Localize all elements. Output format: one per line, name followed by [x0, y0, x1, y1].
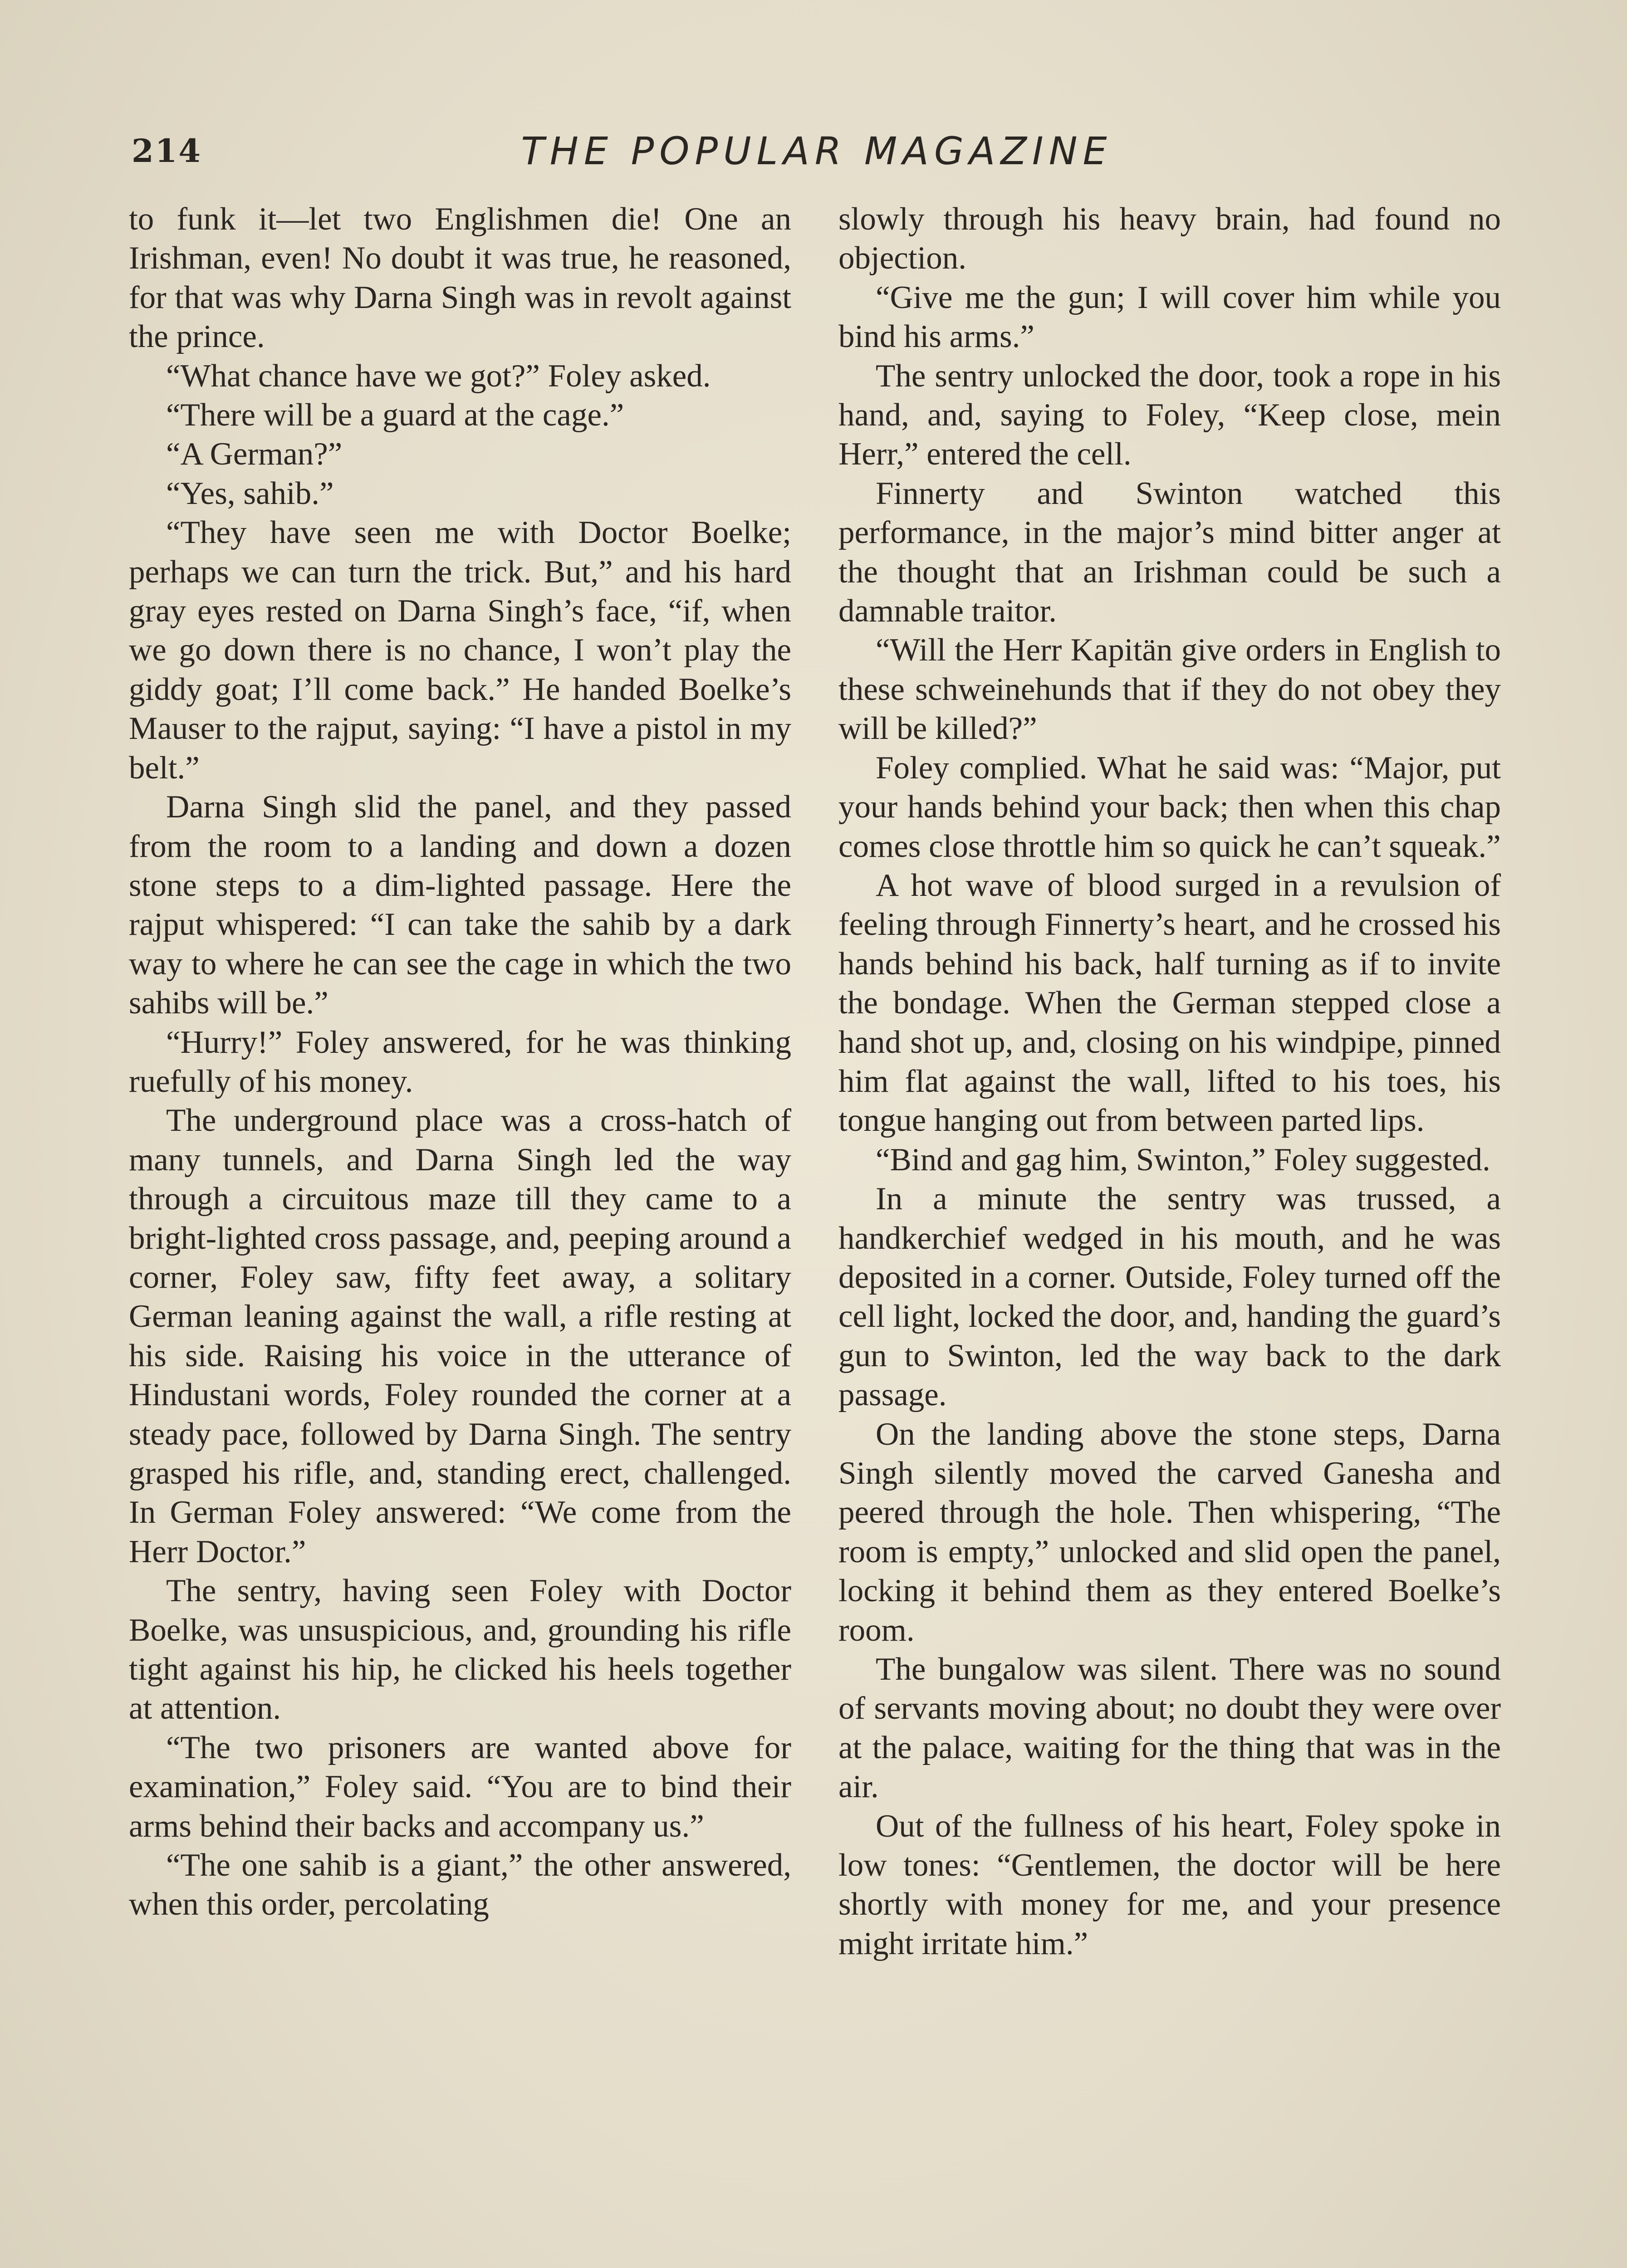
left-column: [129, 200, 791, 1924]
paragraph: The sentry, having seen Foley with Doctor Boelke, was unsuspicious, and, grounding his rifle tight against his hip, he clicked his heels together at attention.: [129, 1573, 791, 1726]
paragraph: Finnerty and Swinton watched this performance, in the major’s mind bitter anger at the thought that an Irishman could be such a damnable traitor.: [838, 475, 1501, 629]
paragraph: “What chance have we got?” Foley asked.: [166, 358, 711, 394]
paragraph: A hot wave of blood surged in a revulsion of feeling through Finnerty’s heart, and he crossed his hands behind his back, half turning as if to invite the bondage. When the German stepped close a hand shot up, and, closing on his windpipe, pinned him flat against the wall, lifted to his toes, his tongue hanging out from between parted lips.: [838, 867, 1501, 1139]
paragraph: “Yes, sahib.”: [166, 475, 334, 511]
paragraph: “The two prisoners are wanted above for examination,” Foley said. “You are to bind their arms behind their backs and accompany us.”: [129, 1730, 791, 1844]
paragraph: to funk it—let two Englishmen die! One an Irishman, even! No doubt it was true, he reasoned, for that was why Darna Singh was in revolt against the prince.: [129, 201, 791, 355]
paragraph: “They have seen me with Doctor Boelke; perhaps we can turn the trick. But,” and his hard gray eyes rested on Darna Singh’s face, “if, when we go down there is no chance, I won’t play the giddy goat; I’ll come back.” He handed Boelke’s Mauser to the rajput, saying: “I have a pistol in my belt.”: [129, 515, 791, 786]
paragraph: On the landing above the stone steps, Darna Singh silently moved the carved Ganesha and peered through the hole. Then whispering, “The room is empty,” unlocked and slid open the panel, locking it behind them as they entered Boelke’s room.: [838, 1416, 1501, 1648]
paragraph: “A German?”: [166, 436, 343, 472]
paragraph: The underground place was a cross-hatch of many tunnels, and Darna Singh led the way through a circuitous maze till they came to a bright-lighted cross passage, and, peeping around a corner, Foley saw, fifty feet away, a solitary German leaning against the wall, a rifle resting at his side. Raising his voice in the utterance of Hindustani words, Foley rounded the corner at a steady pace, followed by Darna Singh. The sentry grasped his rifle, and, standing erect, challenged. In German Foley answered: “We come from the Herr Doctor.”: [129, 1103, 791, 1569]
paragraph: “Hurry!” Foley answered, for he was thinking ruefully of his money.: [129, 1024, 791, 1099]
paragraph: “Will the Herr Kapitän give orders in English to these schweinehunds that if they do not obey they will be killed?”: [838, 632, 1501, 747]
paragraph: Out of the fullness of his heart, Foley spoke in low tones: “Gentlemen, the doctor will be here shortly with money for me, and your presence might irritate him.”: [838, 1808, 1501, 1961]
running-title: THE POPULAR MAGAZINE: [521, 129, 1112, 173]
paragraph: The sentry unlocked the door, took a rope in his hand, and, saying to Foley, “Keep close, mein Herr,” entered the cell.: [838, 358, 1501, 472]
paragraph: The bungalow was silent. There was no sound of servants moving about; no doubt they were over at the palace, waiting for the thing that was in the air.: [838, 1652, 1501, 1805]
paragraph: Darna Singh slid the panel, and they passed from the room to a landing and down a dozen stone steps to a dim-lighted passage. Here the rajput whispered: “I can take the sahib by a dark way to where he can see the cage in which the two sahibs will be.”: [129, 789, 791, 1021]
paragraph: “Give me the gun; I will cover him while you bind his arms.”: [838, 279, 1501, 355]
paragraph: In a minute the sentry was trussed, a handkerchief wedged in his mouth, and he was deposited in a corner. Outside, Foley turned off the cell light, locked the door, and, handing the guard’s gun to Swinton, led the way back to the dark passage.: [838, 1181, 1501, 1413]
paragraph: slowly through his heavy brain, had found no objection.: [838, 201, 1501, 276]
paragraph: Foley complied. What he said was: “Major, put your hands behind your back; then when this chap comes close throttle him so quick he can’t squeak.”: [838, 750, 1501, 864]
page-number: 214: [132, 132, 202, 170]
paragraph: “There will be a guard at the cage.”: [166, 397, 624, 433]
page-header: [132, 122, 1502, 181]
paragraph: “The one sahib is a giant,” the other answered, when this order, percolating: [129, 1848, 791, 1922]
right-column: [838, 200, 1501, 1963]
paragraph: “Bind and gag him, Swinton,” Foley suggested.: [876, 1142, 1490, 1178]
